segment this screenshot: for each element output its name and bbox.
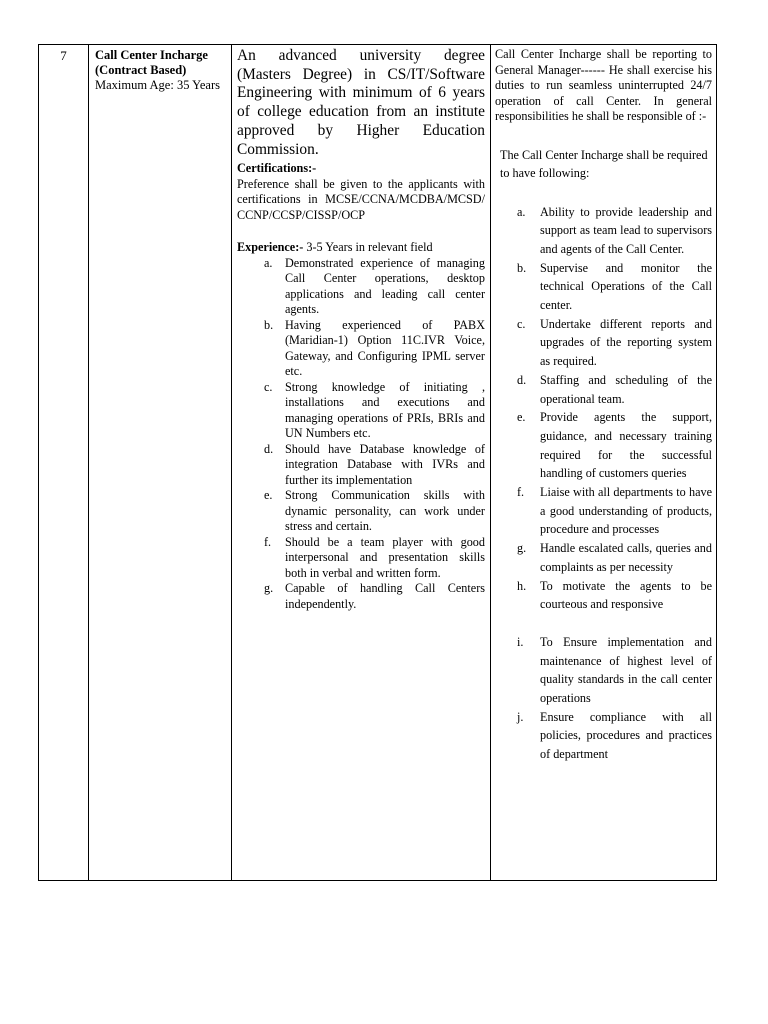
degree-requirement: An advanced university degree (Masters Degree) in CS/IT/Software Engineering with minimum of 6 years of college education from an institute approved by Higher Education Commission. — [237, 47, 485, 158]
experience-item: c. Strong knowledge of initiating , installations and executions and managing operations of PRIs, BRIs and UN Numbers etc. — [264, 379, 485, 441]
responsibility-item: d. Staffing and scheduling of the operational team. — [517, 372, 712, 406]
requirement-heading: The Call Center Incharge shall be required to have following: — [500, 147, 708, 180]
experience-item: b. Having experienced of PABX (Maridian-1) Option 11C.IVR Voice, Gateway, and Configuring IPML server etc. — [264, 317, 485, 379]
certifications-text: Preference shall be given to the applicants with certifications in MCSE/CCNA/MCDBA/MCSD/ CCNP/CCSP/CISSP/OCP — [237, 176, 485, 222]
responsibility-item: f. Liaise with all departments to have a good understanding of products, procedure and processes — [517, 485, 712, 537]
certifications-heading: Certifications:- — [237, 161, 317, 176]
responsibility-item: b. Supervise and monitor the technical Operations of the Call center. — [517, 260, 712, 313]
position-cell — [88, 45, 231, 93]
experience-item: d. Should have Database knowledge of integration Database with IVRs and further its implementation — [264, 441, 485, 487]
experience-years: 3-5 Years in relevant field — [303, 240, 433, 255]
responsibility-item: g. Handle escalated calls, queries and complaints as per necessity — [517, 541, 712, 574]
serial-number-cell — [39, 45, 88, 64]
responsibility-item: h. To motivate the agents to be courteous and responsive — [517, 578, 712, 612]
position-title: Call Center Incharge (Contract Based) — [95, 48, 208, 77]
experience-item: g. Capable of handling Call Centers independently. — [264, 581, 485, 611]
experience-line — [237, 240, 485, 256]
responsibility-item: i. To Ensure implementation and maintenance of highest level of quality standards in the call center operations — [517, 634, 712, 706]
column-divider — [88, 45, 89, 880]
responsibilities-intro: Call Center Incharge shall be reporting to General Manager------ He shall exercise his duties to run seamless uninterrupted 24/7 operation of call Center. In general responsibilities he shall be responsible of :- — [495, 47, 712, 123]
qualification-cell — [231, 45, 490, 612]
experience-item: a. Demonstrated experience of managing Call Center operations, desktop applications and leading call center agents. — [264, 255, 485, 317]
experience-list — [237, 256, 485, 613]
experience-item: e. Strong Communication skills with dynamic personality, can work under stress and certain. — [264, 488, 485, 534]
experience-item: f. Should be a team player with good interpersonal and presentation skills both in verbal and written form. — [264, 534, 485, 580]
responsibilities-list — [495, 203, 712, 764]
serial-number: 7 — [60, 48, 67, 63]
job-table — [38, 44, 717, 881]
responsibility-item: c. Undertake different reports and upgrades of the reporting system as required. — [517, 316, 712, 369]
responsibility-item: a. Ability to provide leadership and support as team lead to supervisors and agents of the Call Center. — [517, 204, 712, 256]
responsibility-item: e. Provide agents the support, guidance, and necessary training required for the successful handling of customers queries — [517, 410, 712, 481]
responsibilities-cell — [490, 45, 718, 764]
experience-heading: Experience:- — [237, 240, 304, 255]
responsibility-item: j. Ensure compliance with all policies, procedures and practices of department — [517, 709, 712, 762]
maximum-age: Maximum Age: 35 Years — [95, 78, 220, 92]
